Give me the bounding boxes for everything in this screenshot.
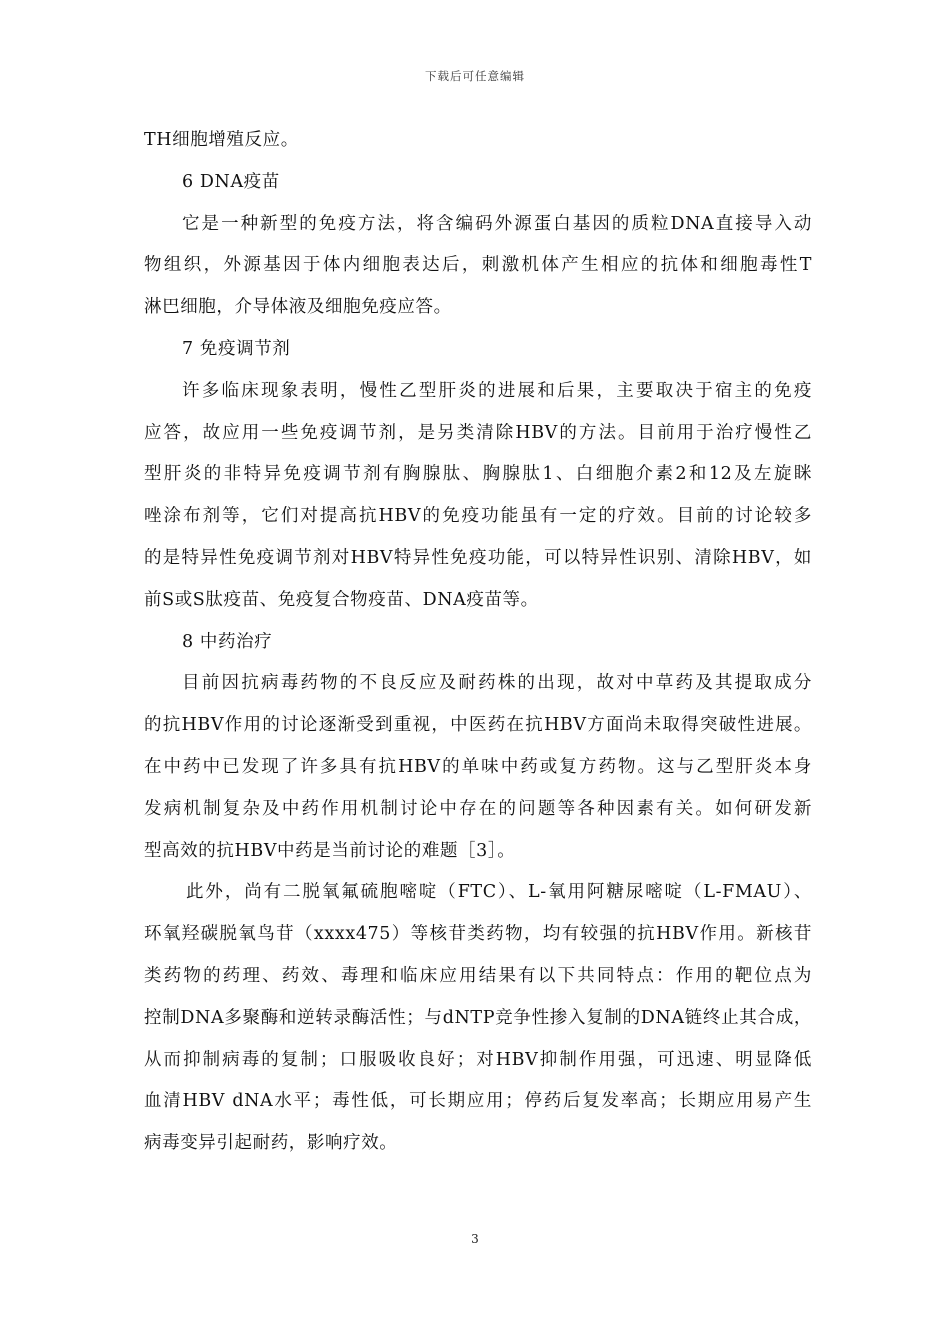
paragraph-line: 的抗HBV作用的讨论逐渐受到重视，中医药在抗HBV方面尚未取得突破性进展。 — [144, 715, 812, 736]
paragraph-line: 目前因抗病毒药物的不良反应及耐药株的出现，故对中草药及其提取成分 — [182, 673, 812, 694]
paragraph-line: 型高效的抗HBV中药是当前讨论的难题［3］。 — [144, 840, 516, 861]
page-header: 下载后可任意编辑 — [425, 69, 525, 83]
paragraph-line: 许多临床现象表明，慢性乙型肝炎的进展和后果，主要取决于宿主的免疫 — [182, 380, 812, 401]
body-text — [144, 120, 812, 1165]
paragraph-line: 型肝炎的非特异免疫调节剂有胸腺肽、胸腺肽1、白细胞介素2和12及左旋眯 — [144, 464, 812, 485]
paragraph-line: 应答，故应用一些免疫调节剂，是另类清除HBV的方法。目前用于治疗慢性乙 — [144, 422, 812, 443]
paragraph-line: 此外，尚有二脱氧氟硫胞嘧啶（FTC）、L-氧用阿糖尿嘧啶（L-FMAU）、 — [186, 882, 812, 903]
paragraph-line: 物组织，外源基因于体内细胞表达后，刺激机体产生相应的抗体和细胞毒性T — [144, 255, 812, 276]
paragraph-line: 它是一种新型的免疫方法，将含编码外源蛋白基因的质粒DNA直接导入动 — [182, 213, 812, 234]
paragraph-line: 控制DNA多聚酶和逆转录酶活性；与dNTP竞争性掺入复制的DNA链终止其合成， — [144, 1007, 812, 1028]
paragraph-line: TH细胞增殖反应。 — [144, 130, 299, 150]
paragraph-line: 环氧羟碳脱氧鸟苷（xxxx475）等核苷类药物，均有较强的抗HBV作用。新核苷 — [144, 924, 812, 945]
page-number: 3 — [471, 1232, 479, 1246]
paragraph-line: 病毒变异引起耐药，影响疗效。 — [144, 1133, 398, 1154]
paragraph-line: 的是特异性免疫调节剂对HBV特异性免疫功能，可以特异性识别、清除HBV，如 — [144, 547, 812, 568]
paragraph-line: 前S或S肽疫苗、免疫复合物疫苗、DNA疫苗等。 — [144, 589, 539, 610]
paragraph-line: 类药物的药理、药效、毒理和临床应用结果有以下共同特点：作用的靶位点为 — [144, 965, 812, 986]
section-heading-immunomodulator: 7 免疫调节剂 — [182, 338, 291, 359]
section-heading-tcm-treatment: 8 中药治疗 — [182, 631, 273, 652]
paragraph-line: 发病机制复杂及中药作用机制讨论中存在的问题等各种因素有关。如何研发新 — [144, 798, 812, 819]
paragraph-line: 唑涂布剂等，它们对提高抗HBV的免疫功能虽有一定的疗效。目前的讨论较多 — [144, 506, 812, 527]
paragraph-line: 淋巴细胞，介导体液及细胞免疫应答。 — [144, 297, 452, 318]
paragraph-line: 血清HBV dNA水平；毒性低，可长期应用；停药后复发率高；长期应用易产生 — [144, 1091, 812, 1112]
section-heading-dna-vaccine: 6 DNA疫苗 — [182, 171, 280, 192]
paragraph-line: 在中药中已发现了许多具有抗HBV的单味中药或复方药物。这与乙型肝炎本身 — [144, 756, 812, 777]
paragraph-line: 从而抑制病毒的复制；口服吸收良好；对HBV抑制作用强，可迅速、明显降低 — [144, 1049, 812, 1070]
